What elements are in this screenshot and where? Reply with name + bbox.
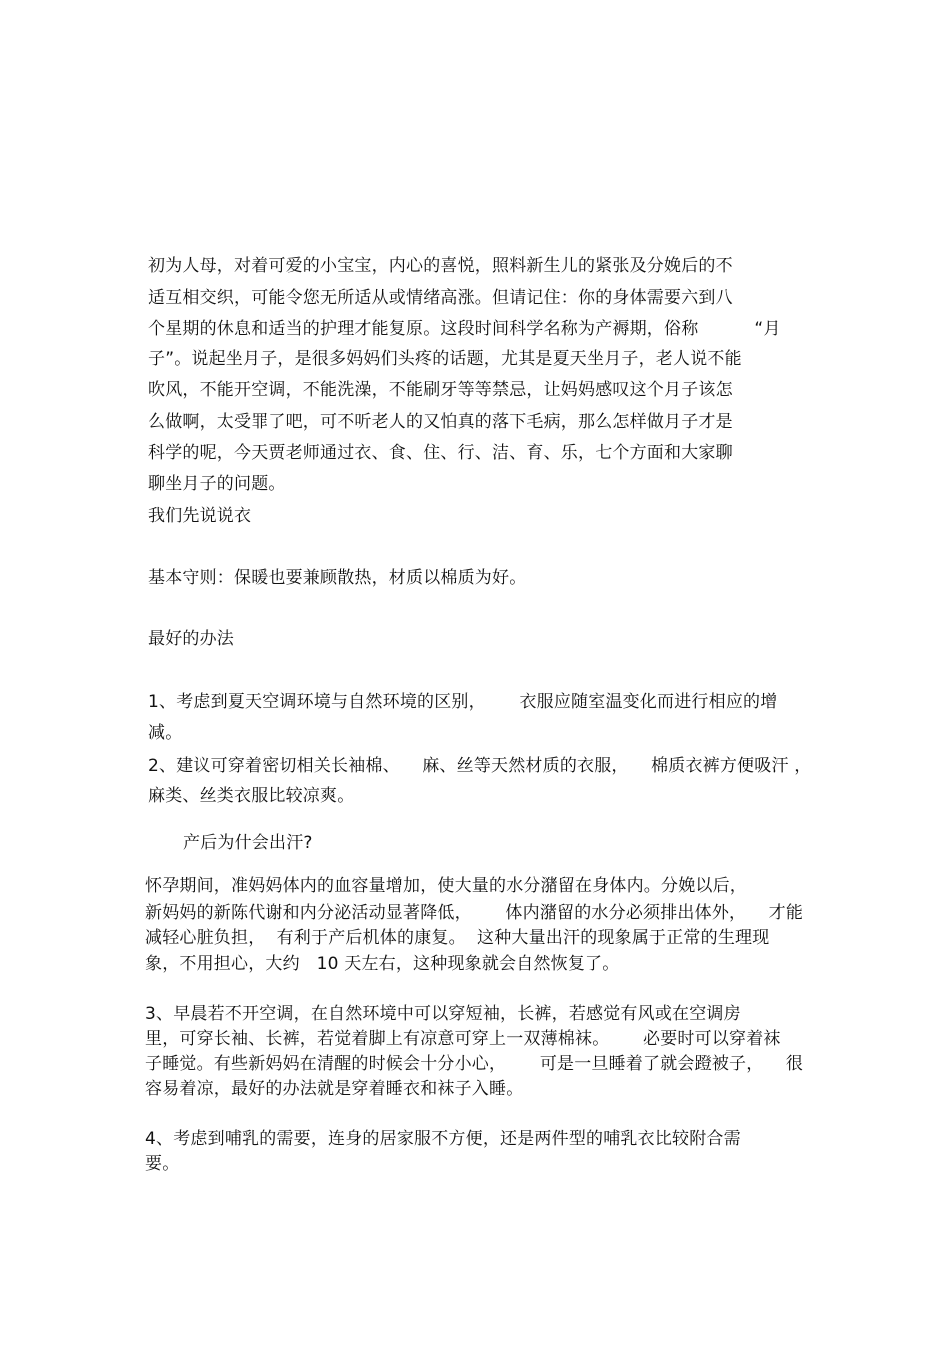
list-item-line: 减。 bbox=[148, 723, 183, 743]
list-item-line: 3、早晨若不开空调，在自然环境中可以穿短袖，长裤，若感觉有风或在空调房 bbox=[145, 1004, 741, 1024]
paragraph-line: 么做啊，太受罪了吧，可不听老人的又怕真的落下毛病，那么怎样做月子才是 bbox=[148, 412, 733, 432]
paragraph-line: 科学的呢，今天贾老师通过衣、食、住、行、洁、育、乐，七个方面和大家聊 bbox=[148, 443, 733, 463]
list-item-line: 2、建议可穿着密切相关长袖棉、 麻、丝等天然材质的衣服， 棉质衣裤方便吸汗 ， bbox=[148, 756, 812, 776]
paragraph-line: 初为人母，对着可爱的小宝宝，内心的喜悦，照料新生儿的紧张及分娩后的不 bbox=[148, 256, 733, 276]
list-item-line: 1、考虑到夏天空调环境与自然环境的区别， 衣服应随室温变化而进行相应的增 bbox=[148, 692, 778, 712]
paragraph-line: 基本守则：保暖也要兼顾散热，材质以棉质为好。 bbox=[148, 568, 527, 588]
section-heading: 我们先说说衣 bbox=[148, 506, 252, 526]
paragraph-line: 子”。说起坐月子，是很多妈妈们头疼的话题，尤其是夏天坐月子，老人说不能 bbox=[148, 349, 742, 369]
paragraph-line: 新妈妈的新陈代谢和内分泌活动显著降低， 体内潴留的水分必须排出体外， 才能 bbox=[145, 903, 804, 923]
list-item-line: 容易着凉，最好的办法就是穿着睡衣和袜子入睡。 bbox=[145, 1079, 524, 1099]
paragraph-line: 减轻心脏负担， 有利于产后机体的康复。 这种大量出汗的现象属于正常的生理现 bbox=[145, 928, 770, 948]
list-item-line: 子睡觉。有些新妈妈在清醒的时候会十分小心， 可是一旦睡着了就会蹬被子， 很 bbox=[145, 1054, 804, 1074]
section-heading: 产后为什会出汗? bbox=[183, 833, 313, 853]
list-item-line: 麻类、丝类衣服比较凉爽。 bbox=[148, 786, 355, 806]
list-item-line: 里，可穿长袖、长裤，若觉着脚上有凉意可穿上一双薄棉袜。 必要时可以穿着袜 bbox=[145, 1029, 781, 1049]
paragraph-line: 聊坐月子的问题。 bbox=[148, 474, 286, 494]
paragraph-line: 怀孕期间，准妈妈体内的血容量增加，使大量的水分潴留在身体内。分娩以后， bbox=[145, 876, 747, 896]
paragraph-line: 个星期的休息和适当的护理才能复原。这段时间科学名称为产褥期，俗称 “月 bbox=[148, 319, 781, 339]
list-item-line: 4、考虑到哺乳的需要，连身的居家服不方便，还是两件型的哺乳衣比较附合需 bbox=[145, 1129, 741, 1149]
paragraph-line: 吹风，不能开空调，不能洗澡，不能刷牙等等禁忌，让妈妈感叹这个月子该怎 bbox=[148, 380, 733, 400]
paragraph-line: 象，不用担心，大约 10 天左右，这种现象就会自然恢复了。 bbox=[145, 954, 620, 974]
section-heading: 最好的办法 bbox=[148, 629, 234, 649]
paragraph-line: 适互相交织，可能令您无所适从或情绪高涨。但请记住：你的身体需要六到八 bbox=[148, 288, 733, 308]
list-item-line: 要。 bbox=[145, 1154, 180, 1174]
